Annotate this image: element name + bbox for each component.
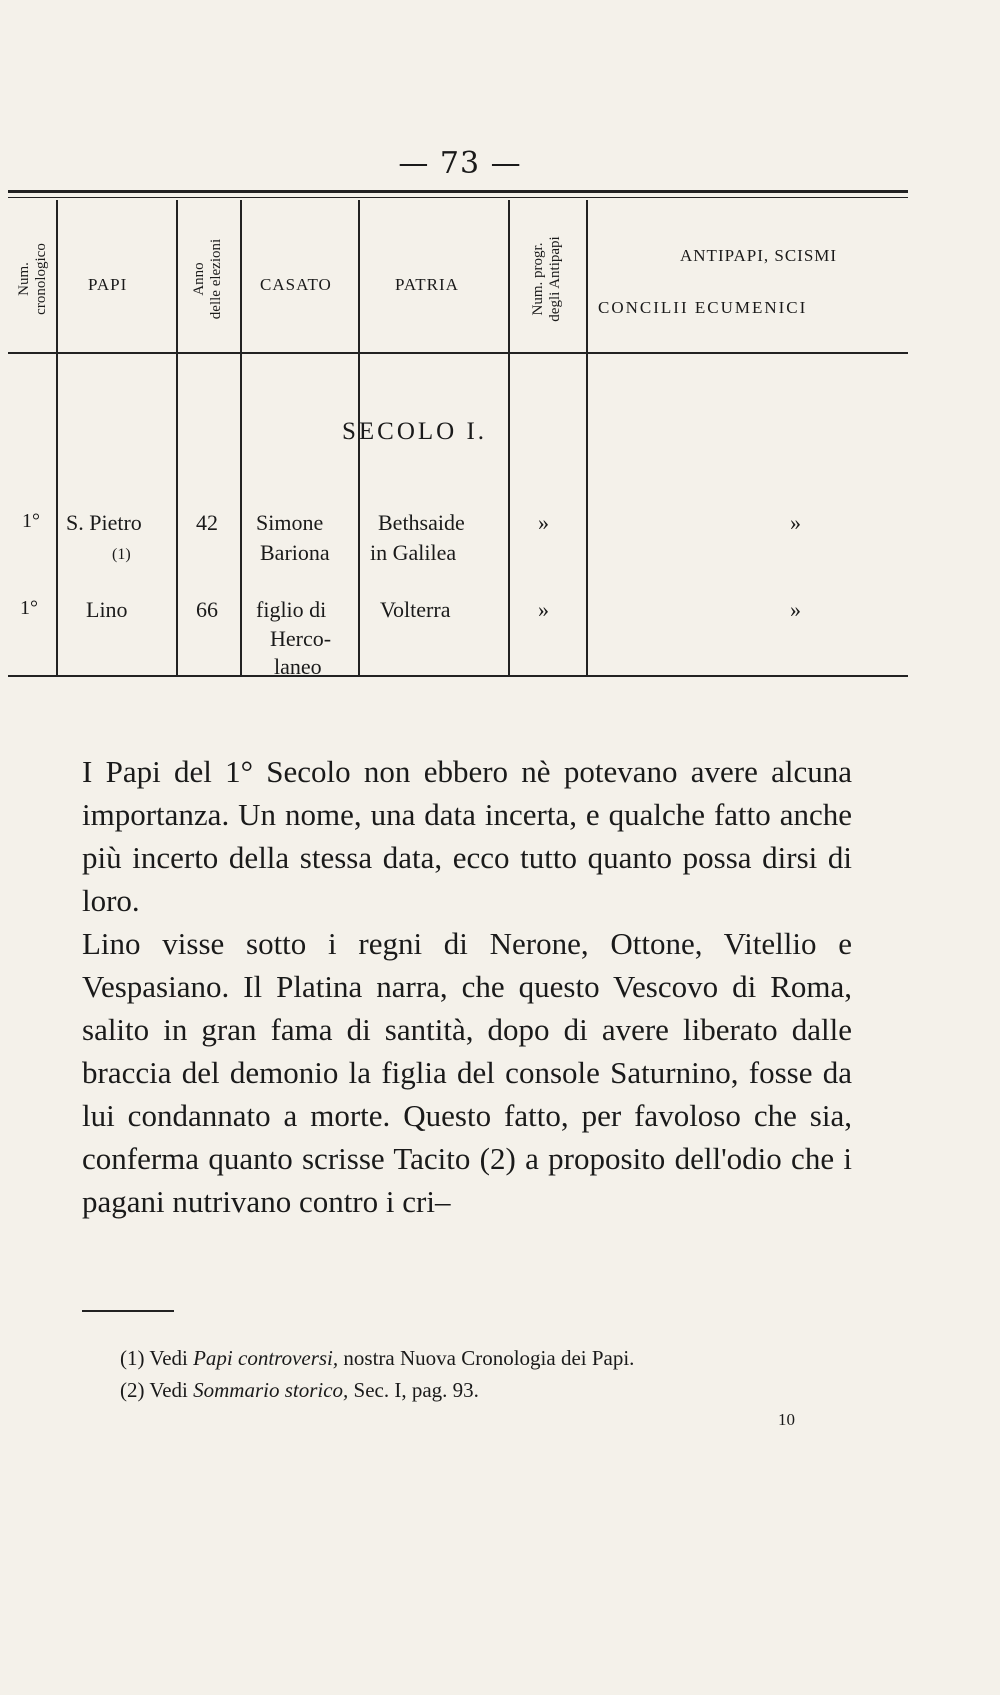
row2-casato-1: figlio di: [256, 597, 327, 622]
header-concilii: CONCILII ECUMENICI: [598, 298, 808, 317]
row1-antipapi: »: [790, 510, 801, 535]
row1-anno: 42: [196, 510, 218, 535]
table-top-rule: [8, 190, 908, 193]
header-num-antipapi: Num. progr. degli Antipapi: [530, 236, 563, 322]
footnote-2: (2) Vedi Sommario storico, Sec. I, pag. 93.: [120, 1378, 479, 1402]
header-bottom-rule: [8, 352, 908, 354]
col-divider: [176, 200, 178, 675]
row1-note: (1): [112, 546, 131, 563]
row1-patria-1: Bethsaide: [378, 510, 465, 535]
header-patria: PATRIA: [395, 275, 459, 294]
row2-anno: 66: [196, 597, 218, 622]
col-divider: [508, 200, 510, 675]
row2-patria-1: Volterra: [380, 597, 451, 622]
row2-num: 1°: [20, 597, 38, 619]
row2-papa: Lino: [86, 597, 128, 622]
col-divider: [56, 200, 58, 675]
header-num: Num. cronologico: [16, 243, 49, 315]
row2-antipapi: »: [790, 597, 801, 622]
signature-mark: 10: [778, 1410, 795, 1429]
row1-antipapi-num: »: [538, 510, 549, 535]
row1-casato-2: Bariona: [260, 540, 330, 565]
row1-papa: S. Pietro: [66, 510, 142, 535]
header-casato: CASATO: [260, 275, 332, 294]
row1-casato-1: Simone: [256, 510, 324, 535]
header-anno: Anno delle elezioni: [191, 238, 224, 320]
header-papi: PAPI: [88, 275, 128, 294]
section-title: SECOLO I.: [342, 418, 488, 445]
row1-num: 1°: [22, 510, 40, 532]
body-paragraph-1: I Papi del 1° Secolo non ebbero nè potevano avere alcuna importanza. Un nome, una data incerta, e qualche fatto anche più incerto della stessa data, ecco tutto quanto possa dirsi di loro.: [82, 754, 852, 918]
row2-casato-2: Herco-: [270, 626, 332, 651]
row2-antipapi-num: »: [538, 597, 549, 622]
table-bottom-rule: [8, 675, 908, 677]
header-antipapi: ANTIPAPI, SCISMI: [680, 246, 838, 265]
body-paragraph-2: Lino visse sotto i regni di Nerone, Ottone, Vitellio e Vespasiano. Il Platina narra, che questo Vescovo di Roma, salito in gran fama di santità, dopo di avere liberato dalle braccia del demonio la figlia del console Saturnino, fosse da lui condannato a morte. Questo fatto, per favoloso che sia, conferma quanto scrisse Tacito (2) a proposito dell'odio che i pagani nutrivano contro i cri–: [82, 926, 852, 1219]
col-divider: [240, 200, 242, 675]
footnote-1: (1) Vedi Papi controversi, nostra Nuova Cronologia dei Papi.: [120, 1346, 635, 1370]
table-top-rule-thin: [8, 197, 908, 198]
footnote-rule: [82, 1310, 174, 1312]
page-number: — 73 —: [398, 146, 522, 181]
row1-patria-2: in Galilea: [370, 540, 457, 565]
row2-casato-3: laneo: [274, 654, 322, 679]
col-divider: [586, 200, 588, 675]
